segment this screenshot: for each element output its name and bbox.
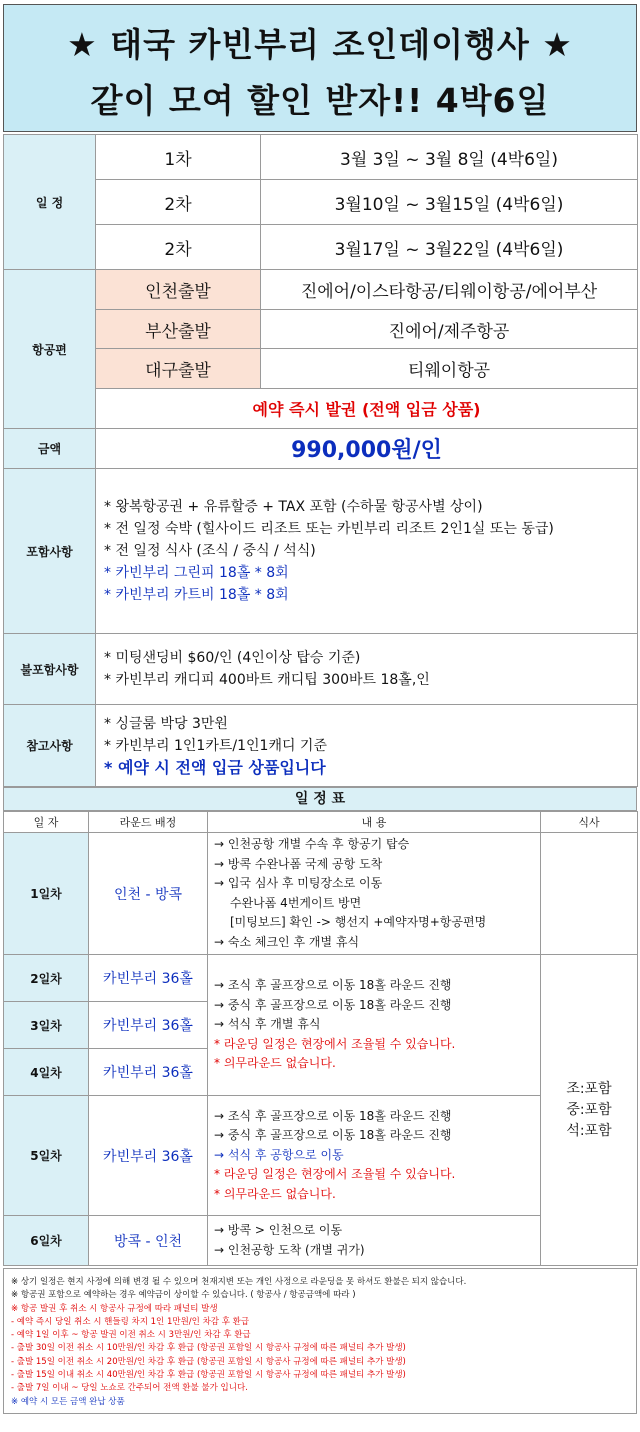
detail-line: [미팅보드] 확인 -> 행선지 +예약자명+항공편명 [230,915,487,929]
included-item: * 왕복항공권 + 유류할증 + TAX 포함 (수하물 항공사별 상이) [104,499,483,515]
ticketing-notice: 예약 즉시 발권 (전액 입금 상품) [96,389,638,429]
day-6-details [208,1216,541,1266]
day-label: 6일차 [4,1216,89,1266]
detail-line: → 중식 후 골프장으로 이동 18홀 라운드 진행 [214,1128,452,1143]
terms-notes [3,1268,637,1414]
schedule-dates: 3월 3일 ~ 3월 8일 (4박6일) [261,135,638,180]
reference-item: * 예약 시 전액 입금 상품입니다 [104,757,326,777]
note-line: - 출발 30일 이전 취소 시 10만원/인 차감 후 환급 (항공권 포함일 시 항공사 규정에 따른 패널티 추가 발생) [11,1343,406,1354]
excluded-label: 불포함사항 [4,634,96,705]
detail-line: → 석식 후 공항으로 이동 [214,1147,344,1162]
detail-line: → 조식 후 골프장으로 이동 18홀 라운드 진행 [214,1108,452,1123]
detail-line: → 방콕 > 인천으로 이동 [214,1223,343,1237]
day-5-details [208,1096,541,1216]
round-assignment: 카빈부리 36홀 [89,1096,208,1216]
note-line: - 예약 1일 이후 ~ 항공 발권 이전 취소 시 3만원/인 차감 후 환급 [11,1330,251,1341]
note-line: ※ 항공권 포함으로 예약하는 경우 예약금이 상이할 수 있습니다. ( 항공사 / 항공금액에 따라 ) [11,1290,356,1301]
schedule-round: 2차 [96,180,261,225]
day-label: 5일차 [4,1096,89,1216]
note-line: - 출발 7일 이내 ~ 당일 노쇼로 간주되어 전액 환불 불가 입니다. [11,1383,248,1394]
meals [541,955,638,1266]
detail-line: → 석식 후 개별 휴식 [214,1017,321,1032]
detail-line: * 라운딩 일정은 현장에서 조율될 수 있습니다. [214,1036,456,1051]
detail-line: → 인천공항 개별 수속 후 항공기 탑승 [214,837,410,851]
note-line: ※ 예약 시 모든 금액 완납 상품 [11,1396,125,1407]
detail-line: → 방콕 수완나폼 국제 공항 도착 [214,856,383,871]
detail-line: → 인천공항 도착 (개별 귀가) [214,1242,365,1257]
meal-item: 중:포함 [566,1101,612,1118]
header-round: 라운드 배정 [89,812,208,833]
detail-line: 수완나폼 4번게이트 방면 [230,895,362,910]
detail-line: * 의무라운드 없습니다. [214,1186,336,1201]
reference-item: * 카빈부리 1인1카트/1인1캐디 기준 [104,737,327,754]
excluded-list [96,634,638,705]
day-1-details [208,833,541,955]
price-value: 990,000원/인 [96,429,638,469]
detail-line: → 입국 심사 후 미팅장소로 이동 [214,876,383,890]
departure-city: 인천출발 [96,270,261,310]
included-item: * 카빈부리 그린피 18홀 * 8회 [104,565,289,581]
reference-item: * 싱글룸 박당 3만원 [104,715,228,732]
meal-empty [541,833,638,955]
included-item: * 전 일정 숙박 (힐사이드 리조트 또는 카빈부리 리조트 2인1실 또는 동급) [104,521,554,537]
banner-line-2: 같이 모여 할인 받자!! 4박6일 [90,81,550,120]
detail-line: → 숙소 체크인 후 개별 휴식 [214,934,360,949]
day-label: 2일차 [4,955,89,1002]
airlines: 진에어/이스타항공/티웨이항공/에어부산 [261,270,638,310]
airlines: 진에어/제주항공 [261,310,638,349]
excluded-item: * 미팅샌딩비 $60/인 (4인이상 탑승 기준) [104,650,361,666]
included-item: * 전 일정 식사 (조식 / 중식 / 석식) [104,543,316,559]
excluded-item: * 카빈부리 캐디피 400바트 캐디팁 300바트 18홀,인 [104,672,430,688]
schedule-round: 1차 [96,135,261,180]
flights-label: 항공편 [4,270,96,429]
detail-line: * 라운딩 일정은 현장에서 조율될 수 있습니다. [214,1167,456,1182]
round-assignment: 방콕 - 인천 [89,1216,208,1266]
itinerary-title: 일 정 표 [3,787,637,811]
departure-city: 부산출발 [96,310,261,349]
note-line: - 출발 15일 이전 취소 시 20만원/인 차감 후 환급 (항공권 포함일 시 항공사 규정에 따른 패널티 추가 발생) [11,1356,406,1367]
reference-list [96,705,638,787]
header-meal: 식사 [541,812,638,833]
round-assignment: 카빈부리 36홀 [89,1002,208,1049]
included-item: * 카빈부리 카트비 18홀 * 8회 [104,587,289,603]
itinerary-table [3,811,638,1266]
included-list [96,469,638,634]
round-assignment: 카빈부리 36홀 [89,955,208,1002]
detail-line: → 조식 후 골프장으로 이동 18홀 라운드 진행 [214,978,452,993]
banner-line-1: ★ 태국 카빈부리 조인데이행사 ★ [67,25,573,64]
included-label: 포함사항 [4,469,96,634]
note-line: ※ 항공 발권 후 취소 시 항공사 규정에 따라 패널티 발생 [11,1303,218,1314]
meal-item: 조:포함 [566,1080,612,1097]
departure-city: 대구출발 [96,349,261,389]
day-label: 1일차 [4,833,89,955]
schedule-dates: 3월17일 ~ 3월22일 (4박6일) [261,225,638,270]
schedule-label: 일 정 [4,135,96,270]
detail-line: * 의무라운드 없습니다. [214,1056,336,1071]
golf-days-details [208,955,541,1096]
meal-item: 석:포함 [566,1122,612,1139]
title-banner [3,4,637,132]
day-label: 4일차 [4,1049,89,1096]
round-assignment: 카빈부리 36홀 [89,1049,208,1096]
schedule-dates: 3월10일 ~ 3월15일 (4박6일) [261,180,638,225]
note-line: - 예약 즉시 당일 취소 시 핸들링 차지 1인 1만원/인 차감 후 환급 [11,1316,250,1327]
header-content: 내 용 [208,812,541,833]
airlines: 티웨이항공 [261,349,638,389]
day-label: 3일차 [4,1002,89,1049]
price-label: 금액 [4,429,96,469]
info-table [3,134,638,787]
detail-line: → 중식 후 골프장으로 이동 18홀 라운드 진행 [214,997,452,1012]
note-line: - 출발 15일 이내 취소 시 40만원/인 차감 후 환급 (항공권 포함일 시 항공사 규정에 따른 패널티 추가 발생) [11,1370,406,1381]
header-date: 일 자 [4,812,89,833]
note-line: ※ 상기 일정은 현지 사정에 의해 변경 될 수 있으며 천재지변 또는 개인 사정으로 라운딩을 못 하셔도 환불은 되지 않습니다. [11,1277,467,1287]
reference-label: 참고사항 [4,705,96,787]
round-assignment: 인천 - 방콕 [89,833,208,955]
schedule-round: 2차 [96,225,261,270]
